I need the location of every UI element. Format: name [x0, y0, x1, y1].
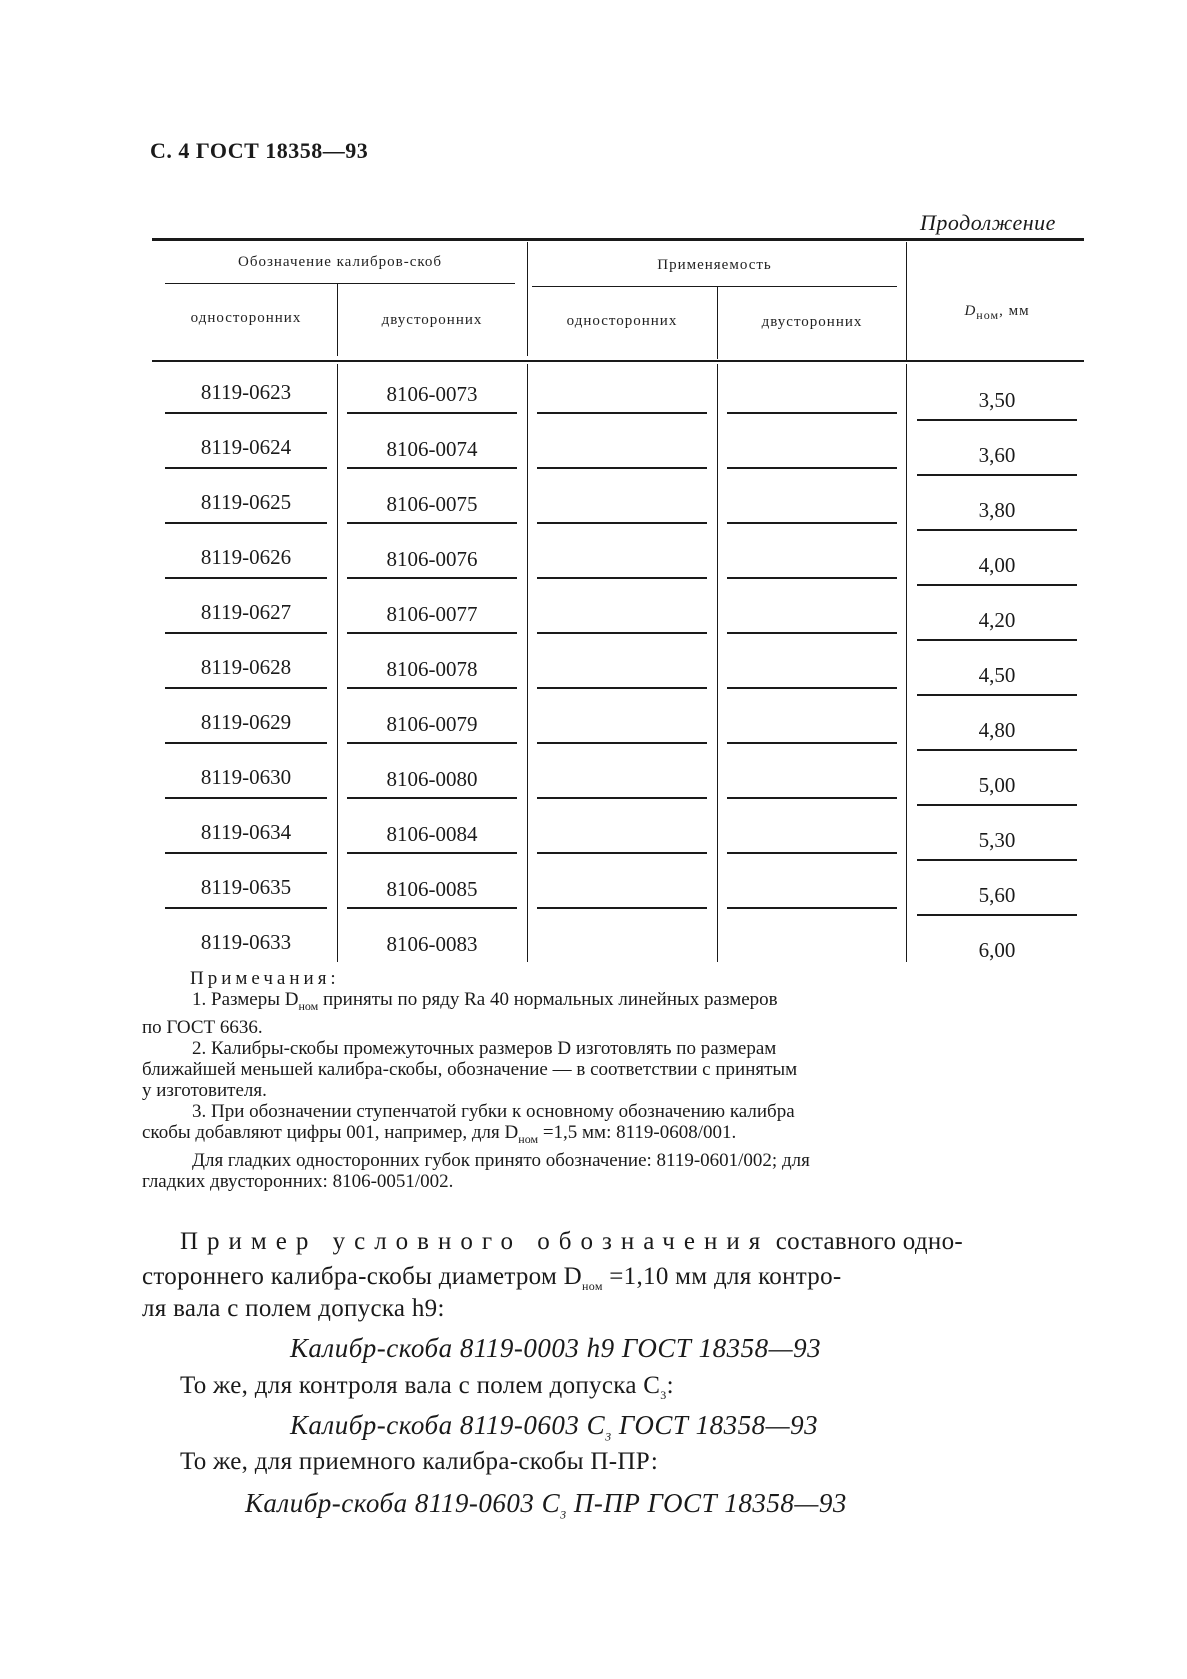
cell-underline — [727, 852, 897, 854]
cell-underline — [347, 632, 517, 634]
cell-underline — [537, 467, 707, 469]
page-header: С. 4 ГОСТ 18358—93 — [150, 138, 369, 163]
cell-underline — [917, 474, 1077, 476]
table-top-rule — [152, 238, 1084, 241]
cell-two-sided: 8106-0079 — [386, 712, 478, 736]
d-nom-symbol: D — [964, 303, 977, 319]
cell-underline — [727, 742, 897, 744]
cell-underline — [347, 797, 517, 799]
note-3-text-b: скобы добавляют цифры 001, например, для D — [142, 1121, 519, 1143]
cell-underline — [165, 632, 327, 634]
designation-3-a: Калибр-скоба 8119-0603 C — [245, 1488, 561, 1518]
cell-underline — [165, 522, 327, 524]
cell-d-nom: 5,30 — [978, 828, 1016, 852]
body-divider — [337, 364, 338, 962]
cell-underline — [537, 852, 707, 854]
cell-two-sided: 8106-0083 — [386, 932, 478, 956]
designation-2-b: ГОСТ 18358—93 — [611, 1410, 819, 1440]
cell-underline — [727, 632, 897, 634]
cell-underline — [537, 687, 707, 689]
cell-underline — [347, 852, 517, 854]
cell-underline — [165, 687, 327, 689]
note-2-line-1: 2. Калибры-скобы промежуточных размеров D изготовлять по размерам — [192, 1037, 777, 1059]
cell-underline — [537, 632, 707, 634]
cell-d-nom: 6,00 — [978, 938, 1016, 962]
col-head-two-sided: двусторонних — [381, 312, 483, 328]
table-header-bottom-rule — [152, 360, 1084, 362]
example-line-1 — [180, 1228, 963, 1256]
d-nom-subscript: ном — [976, 308, 1000, 322]
note-3-line-1: 3. При обозначении ступенчатой губки к основному обозначению калибра — [192, 1100, 795, 1122]
cell-underline — [917, 694, 1077, 696]
body-divider — [906, 364, 907, 962]
cell-underline — [727, 522, 897, 524]
cell-underline — [727, 907, 897, 909]
cell-d-nom: 4,80 — [978, 718, 1016, 742]
col-head-one-sided: односторонних — [190, 310, 302, 326]
same-2-b: : — [666, 1372, 674, 1399]
designation-group-head: Обозначение калибров-скоб — [237, 254, 443, 270]
cell-two-sided: 8106-0074 — [386, 437, 478, 461]
cell-underline — [165, 852, 327, 854]
cell-underline — [165, 797, 327, 799]
cell-one-sided: 8119-0628 — [200, 655, 292, 679]
cell-underline — [537, 797, 707, 799]
cell-d-nom: 3,50 — [978, 388, 1016, 412]
cell-underline — [917, 419, 1077, 421]
cell-underline — [165, 412, 327, 414]
designation-2-a: Калибр-скоба 8119-0603 C — [290, 1410, 606, 1440]
cell-underline — [917, 639, 1077, 641]
cell-two-sided: 8106-0084 — [386, 822, 478, 846]
cell-underline — [537, 412, 707, 414]
same-2-a: То же, для контроля вала с полем допуска C — [180, 1372, 661, 1399]
note-4-line-2: гладких двусторонних: 8106-0051/002. — [142, 1170, 454, 1192]
cell-underline — [347, 742, 517, 744]
cell-underline — [537, 907, 707, 909]
cell-one-sided: 8119-0623 — [200, 380, 292, 404]
cell-underline — [917, 804, 1077, 806]
note-4-line-1: Для гладких односторонних губок принято обозначение: 8119-0601/002; для — [192, 1149, 810, 1171]
cell-underline — [917, 584, 1077, 586]
cell-underline — [165, 467, 327, 469]
note-2-line-3: у изготовителя. — [142, 1079, 267, 1101]
designation-3 — [245, 1488, 847, 1522]
note-2-line-2: ближайшей меньшей калибра-скобы, обозначение — в соответствии с принятым — [142, 1058, 798, 1080]
cell-d-nom: 5,60 — [978, 883, 1016, 907]
cell-underline — [537, 522, 707, 524]
col-head-app-one-sided: односторонних — [566, 313, 678, 329]
note-1-text-b: приняты по ряду Ra 40 нормальных линейных размеров — [318, 989, 778, 1010]
cell-underline — [917, 529, 1077, 531]
cell-underline — [727, 467, 897, 469]
cell-d-nom: 3,60 — [978, 443, 1016, 467]
continuation-label: Продолжение — [920, 210, 1056, 235]
cell-one-sided: 8119-0626 — [200, 545, 292, 569]
header-divider — [527, 242, 528, 356]
cell-two-sided: 8106-0075 — [386, 492, 478, 516]
cell-underline — [727, 687, 897, 689]
cell-underline — [347, 687, 517, 689]
note-3-sub: ном — [518, 1131, 539, 1146]
example-lead: Пример условного обозначения — [180, 1228, 770, 1255]
example-line-2-b: =1,10 мм для контро- — [602, 1263, 842, 1290]
cell-underline — [917, 749, 1077, 751]
cell-two-sided: 8106-0073 — [386, 382, 478, 406]
cell-underline — [347, 412, 517, 414]
header-divider — [337, 284, 338, 356]
cell-two-sided: 8106-0085 — [386, 877, 478, 901]
cell-underline — [347, 467, 517, 469]
designation-1: Калибр-скоба 8119-0003 h9 ГОСТ 18358—93 — [290, 1333, 822, 1363]
cell-underline — [727, 797, 897, 799]
body-divider — [527, 364, 528, 962]
notes-title: Примечания: — [190, 968, 340, 989]
cell-one-sided: 8119-0630 — [200, 765, 292, 789]
cell-underline — [727, 577, 897, 579]
cell-underline — [347, 907, 517, 909]
cell-underline — [165, 907, 327, 909]
body-divider — [717, 364, 718, 962]
same-2 — [180, 1372, 674, 1403]
applicability-group-head: Применяемость — [657, 257, 772, 273]
cell-one-sided: 8119-0629 — [200, 710, 292, 734]
cell-underline — [917, 859, 1077, 861]
applicability-subrule — [532, 286, 897, 287]
cell-d-nom: 3,80 — [978, 498, 1016, 522]
note-3-text-c: =1,5 мм: 8119-0608/001. — [538, 1121, 737, 1143]
note-3-line-2 — [142, 1122, 1077, 1150]
cell-d-nom: 4,00 — [978, 553, 1016, 577]
cell-underline — [347, 522, 517, 524]
cell-d-nom: 5,00 — [978, 773, 1016, 797]
cell-underline — [727, 412, 897, 414]
designation-3-sub: 3 — [560, 1507, 567, 1522]
cell-underline — [537, 742, 707, 744]
note-1-text-a: 1. Размеры D — [192, 989, 299, 1010]
same-2-sub: 3 — [660, 1388, 667, 1402]
cell-one-sided: 8119-0625 — [200, 490, 292, 514]
designation-2 — [290, 1410, 818, 1444]
cell-underline — [165, 577, 327, 579]
col-head-d-nom — [912, 303, 1082, 323]
header-divider — [717, 287, 718, 359]
cell-underline — [165, 742, 327, 744]
example-line-1-rest: составного одно- — [769, 1228, 963, 1255]
cell-d-nom: 4,50 — [978, 663, 1016, 687]
example-line-2-sub: ном — [582, 1279, 603, 1293]
cell-underline — [537, 577, 707, 579]
cell-two-sided: 8106-0076 — [386, 547, 478, 571]
cell-underline — [347, 577, 517, 579]
cell-one-sided: 8119-0634 — [200, 820, 292, 844]
cell-one-sided: 8119-0633 — [200, 930, 292, 954]
d-nom-unit: , мм — [999, 303, 1030, 319]
cell-one-sided: 8119-0635 — [200, 875, 292, 899]
note-1-line-2: по ГОСТ 6636. — [142, 1016, 263, 1038]
note-1-line-1 — [142, 989, 1077, 1017]
cell-two-sided: 8106-0080 — [386, 767, 478, 791]
example-line-3: ля вала с полем допуска h9: — [142, 1295, 445, 1322]
notes-block — [142, 968, 1077, 1192]
header-divider — [906, 242, 907, 360]
same-3: То же, для приемного калибра-скобы П-ПР: — [180, 1448, 659, 1475]
example-line-2-a: стороннего калибра-скобы диаметром D — [142, 1263, 583, 1290]
designation-3-b: П-ПР ГОСТ 18358—93 — [566, 1488, 847, 1518]
cell-d-nom: 4,20 — [978, 608, 1016, 632]
example-line-2 — [142, 1263, 842, 1294]
cell-two-sided: 8106-0078 — [386, 657, 478, 681]
cell-underline — [917, 914, 1077, 916]
designation-subrule — [165, 283, 515, 284]
cell-one-sided: 8119-0624 — [200, 435, 292, 459]
cell-one-sided: 8119-0627 — [200, 600, 292, 624]
col-head-app-two-sided: двусторонних — [761, 314, 863, 330]
note-1-sub: ном — [298, 998, 319, 1013]
cell-two-sided: 8106-0077 — [386, 602, 478, 626]
designation-2-sub: 3 — [605, 1429, 612, 1444]
